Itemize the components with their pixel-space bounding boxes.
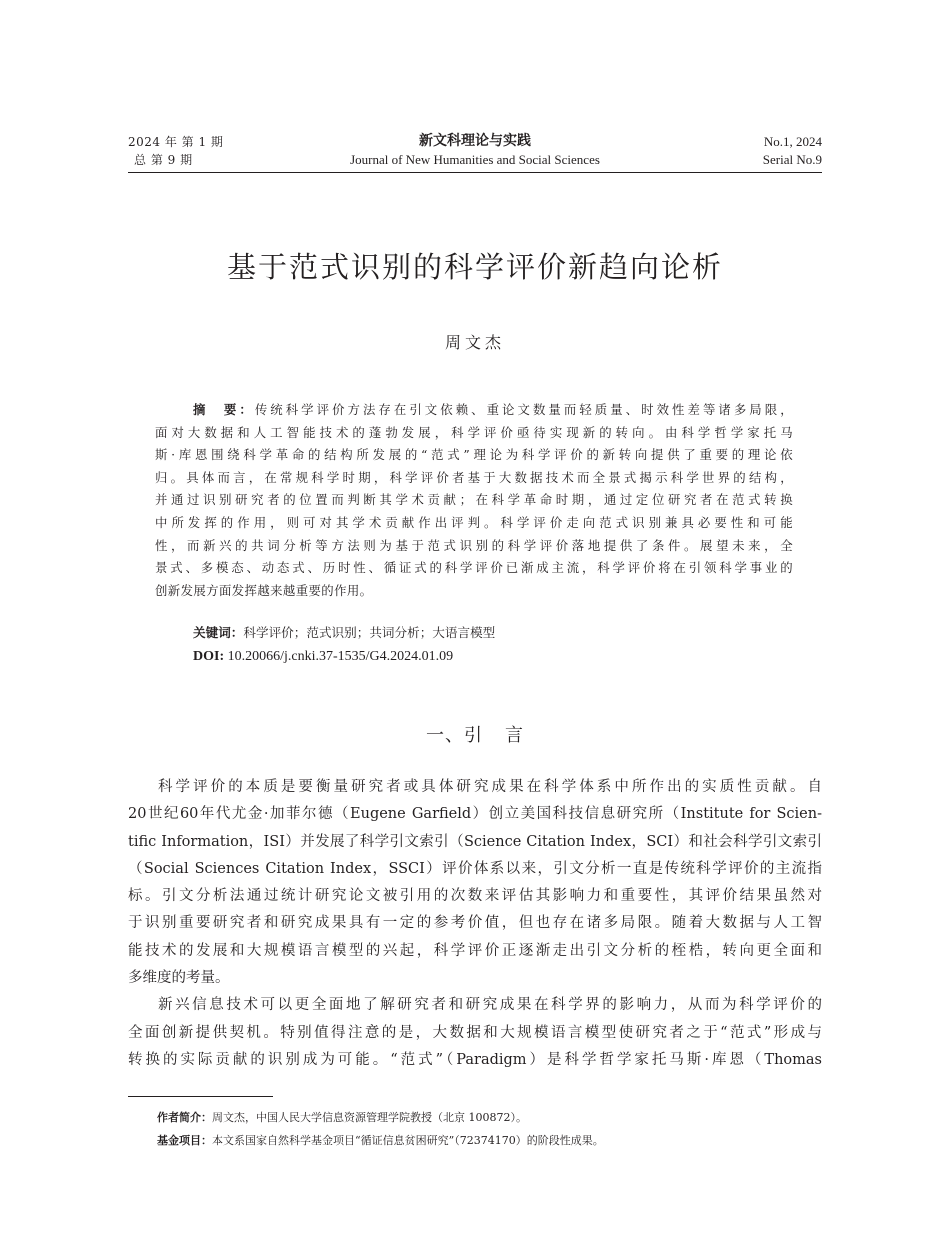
abstract-label: 摘 要：	[193, 402, 255, 417]
body-line: 标。引文分析法通过统计研究论文被引用的次数来评估其影响力和重要性，其评价结果虽然对	[128, 888, 822, 905]
journal-title-en: Journal of New Humanities and Social Sciences	[350, 152, 600, 167]
journal-title-cn: 新文科理论与实践	[419, 133, 531, 149]
section-title: 言	[505, 725, 524, 746]
body-line: （Social Sciences Citation Index，SSCI）评价体系以来，引文分析一直是传统科学评价的主流指	[128, 860, 822, 877]
abstract	[155, 399, 793, 602]
header-issue: 2024 年 第 1 期	[128, 135, 224, 149]
abstract-line: 性，而新兴的共词分析等方法则为基于范式识别的科学评价落地提供了条件。展望未来，全	[155, 537, 793, 553]
abstract-line: 斯·库恩围绕科学革命的结构所发展的“范式”理论为科学评价的新转向提供了重要的理论依	[155, 447, 793, 463]
article-title: 基于范式识别的科学评价新趋向论析	[226, 250, 723, 284]
header-issue-en-block	[763, 133, 822, 169]
body-line: 20世纪60年代尤金·加菲尔德（Eugene Garfield）创立美国科技信息研究所（Institute for Scien-	[128, 806, 822, 823]
doi	[193, 646, 453, 668]
footnote-fund-label: 基金项目：	[157, 1134, 212, 1147]
body-line: 于识别重要研究者和研究成果具有一定的参考价值，但也存在诸多局限。随着大数据与人工智	[128, 915, 822, 932]
body-line: 转换的实际贡献的识别成为可能。“范式”（Paradigm）是科学哲学家托马斯·库恩（Thomas	[128, 1051, 822, 1068]
footnote-author-text: 周文杰，中国人民大学信息资源管理学院教授（北京 100872）。	[212, 1111, 527, 1124]
abstract-line: 面对大数据和人工智能技术的蓬勃发展，科学评价亟待实现新的转向。由科学哲学家托马	[155, 424, 793, 440]
body-line: 科学评价的本质是要衡量研究者或具体研究成果在科学体系中所作出的实质性贡献。自	[158, 779, 822, 795]
section-number: 一、引	[426, 725, 483, 746]
header-serial-en: Serial No.9	[762, 152, 822, 167]
section-heading	[0, 721, 950, 747]
header-issue-en: No.1, 2024	[763, 134, 822, 149]
abstract-line: 摘 要：传统科学评价方法存在引文依赖、重论文数量而轻质量、时效性差等诸多局限，	[193, 402, 793, 417]
body-line: tific Information，ISI）并发展了科学引文索引（Science Citation Index，SCI）和社会科学引文索引	[128, 833, 822, 850]
header-divider	[128, 172, 822, 173]
body-line: 能技术的发展和大规模语言模型的兴起，科学评价正逐渐走出引文分析的桎梏，转向更全面和	[128, 942, 822, 959]
body-text	[128, 774, 822, 1074]
doi-value: 10.20066/j.cnki.37-1535/G4.2024.01.09	[224, 649, 454, 664]
doi-label: DOI:	[193, 649, 225, 664]
abstract-line: 并通过识别研究者的位置而判断其学术贡献；在科学革命时期，通过定位研究者在范式转换	[155, 492, 793, 508]
body-line: 全面创新提供契机。特别值得注意的是，大数据和大规模语言模型使研究者之于“范式”形成与	[128, 1024, 822, 1041]
keywords-value: 科学评价；范式识别；共词分析；大语言模型	[243, 625, 496, 640]
keywords-label: 关键词：	[193, 625, 244, 640]
body-line: 多维度的考量。	[128, 970, 230, 987]
footnote-fund-text: 本文系国家自然科学基金项目“循证信息贫困研究”（72374170）的阶段性成果。	[212, 1134, 604, 1147]
body-line: 新兴信息技术可以更全面地了解研究者和研究成果在科学界的影响力，从而为科学评价的	[158, 997, 822, 1014]
keywords	[193, 622, 495, 644]
header-serial-cn: 总 第 9 期	[134, 153, 193, 167]
abstract-line: 归。具体而言，在常规科学时期，科学评价者基于大数据技术而全景式揭示科学世界的结构，	[155, 469, 793, 485]
footnote-fund	[157, 1133, 604, 1149]
footnote-author	[157, 1110, 527, 1126]
footnote-author-label: 作者简介：	[157, 1111, 212, 1124]
article-author: 周文杰	[444, 333, 505, 352]
abstract-line: 景式、多模态、动态式、历时性、循证式的科学评价已渐成主流，科学评价将在引领科学事业的	[155, 560, 793, 576]
abstract-line: 中所发挥的作用，则可对其学术贡献作出评判。科学评价走向范式识别兼具必要性和可能	[155, 514, 793, 530]
footnote-divider	[128, 1096, 273, 1097]
abstract-line: 创新发展方面发挥越来越重要的作用。	[155, 582, 373, 598]
